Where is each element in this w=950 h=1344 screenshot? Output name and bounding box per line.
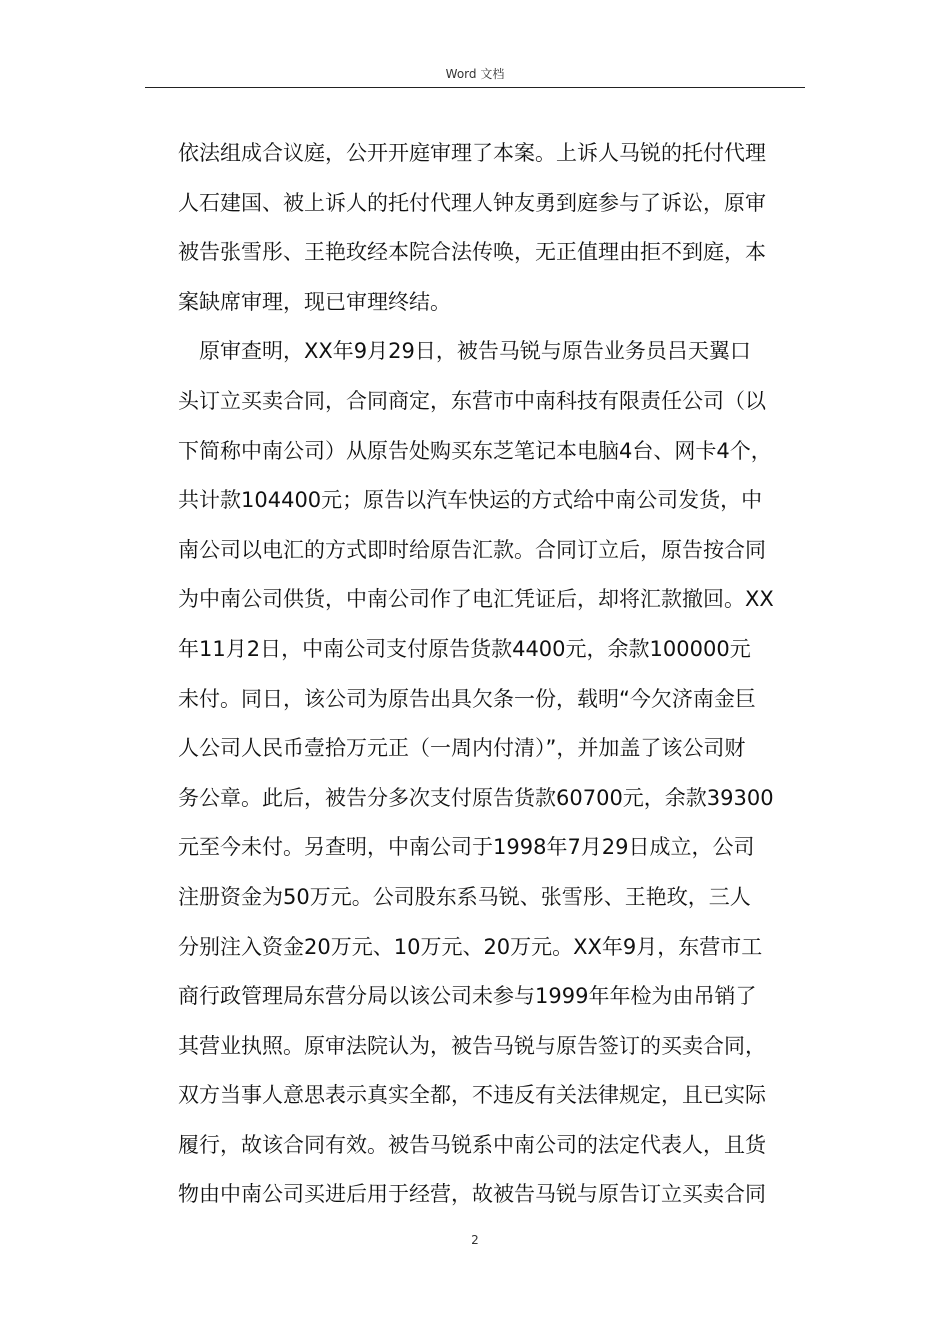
text-line: 注册资金为50万元。公司股东系马锐、张雪彤、王艳玫，三人 [178, 884, 751, 909]
text-line: 商行政管理局东营分局以该公司未参与1999年年检为由吊销了 [178, 984, 757, 1009]
text-line: 未付。同日，该公司为原告出具欠条一份，载明“今欠济南金巨 [178, 686, 756, 711]
page-header: Word 文档 [445, 67, 505, 81]
text-line: 务公章。此后，被告分多次支付原告货款60700元，余款39300 [178, 785, 774, 810]
text-line: 其营业执照。原审法院认为，被告马锐与原告签订的买卖合同， [178, 1033, 766, 1058]
text-line: 共计款104400元；原告以汽车快运的方式给中南公司发货，中 [178, 488, 763, 513]
text-line: 案缺席审理，现已审理终结。 [178, 289, 451, 314]
text-line: 履行，故该合同有效。被告马锐系中南公司的法定代表人，且货 [178, 1132, 766, 1157]
text-line: 头订立买卖合同，合同商定，东营市中南科技有限责任公司（以 [178, 388, 766, 413]
text-line: 人石建国、被上诉人的托付代理人钟友勇到庭参与了诉讼，原审 [178, 190, 766, 215]
document-body [178, 129, 810, 1220]
text-line: 物由中南公司买进后用于经营，故被告马锐与原告订立买卖合同 [178, 1182, 766, 1207]
text-line: 下简称中南公司）从原告处购买东芝笔记本电脑4台、网卡4个， [178, 438, 772, 463]
text-line: 分别注入资金20万元、10万元、20万元。XX年9月，东营市工 [178, 934, 763, 959]
text-line: 南公司以电汇的方式即时给原告汇款。合同订立后，原告按合同 [178, 537, 766, 562]
text-line: 为中南公司供货，中南公司作了电汇凭证后，却将汇款撤回。XX [178, 587, 774, 612]
text-line: 人公司人民币壹拾万元正（一周内付清）”，并加盖了该公司财 [178, 736, 746, 761]
text-line: 年11月2日，中南公司支付原告货款4400元，余款100000元 [178, 636, 751, 661]
page-number: 2 [471, 1233, 479, 1247]
header-divider [145, 87, 805, 88]
paragraph-first-line: 原审查明，XX年9月29日，被告马锐与原告业务员吕天翼口 [199, 339, 751, 364]
text-line: 依法组成合议庭，公开开庭审理了本案。上诉人马锐的托付代理 [178, 141, 766, 165]
text-line: 元至今未付。另查明，中南公司于1998年7月29日成立，公司 [178, 835, 755, 860]
text-line: 双方当事人意思表示真实全都，不违反有关法律规定，且已实际 [178, 1083, 766, 1108]
text-line: 被告张雪彤、王艳玫经本院合法传唤，无正值理由拒不到庭，本 [178, 240, 766, 265]
